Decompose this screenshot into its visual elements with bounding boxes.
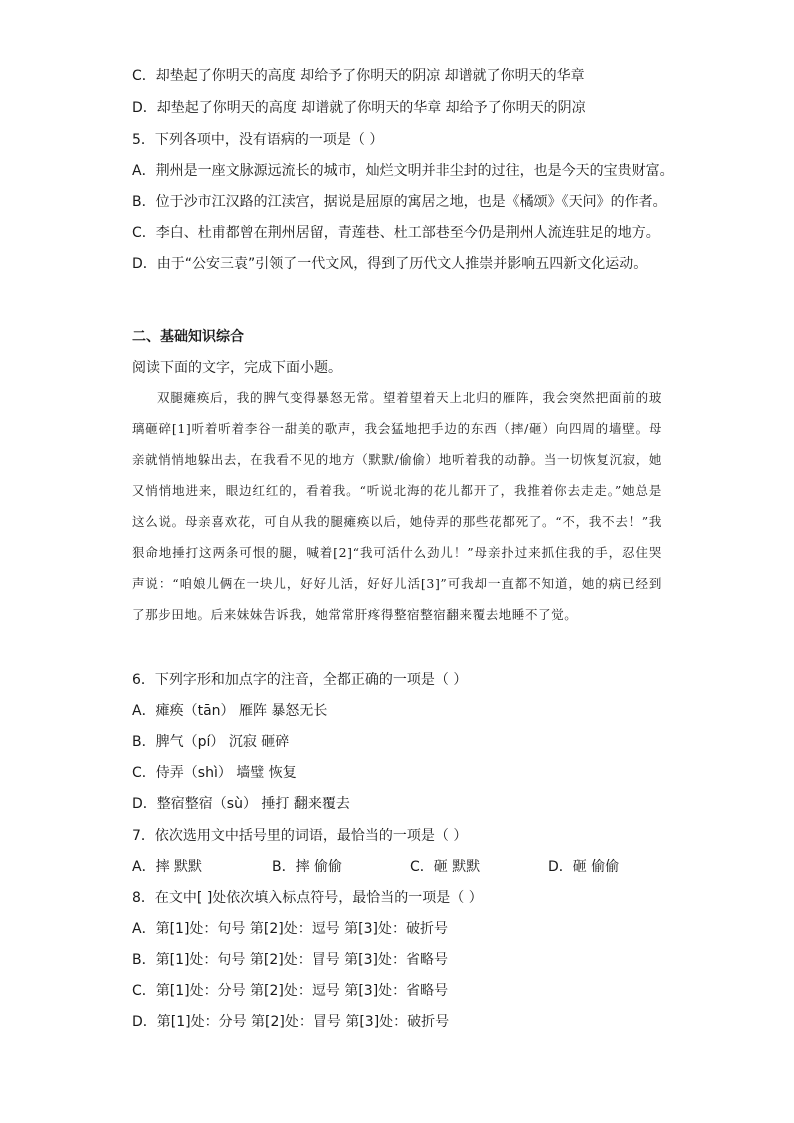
- q5-option-d: D．由于“公安三袁”引领了一代文风，得到了历代文人推崇并影响五四新文化运动。: [132, 256, 648, 272]
- q6-option-d: D．整宿整宿（sù） 捶打 翻来覆去: [132, 796, 350, 812]
- section-title: 二、基础知识综合: [132, 329, 244, 345]
- q8-option-b: B．第[1]处：句号 第[2]处：冒号 第[3]处：省略号: [132, 952, 448, 968]
- q5-option-b: B．位于沙市江汉路的江渎宫，据说是屈原的寓居之地，也是《橘颂》《天问》的作者。: [132, 194, 667, 210]
- reading-passage: [132, 382, 662, 630]
- q7-option-a: A．摔 默默: [132, 859, 203, 875]
- q7-option-d: D．砸 偷偷: [548, 859, 620, 875]
- q7-option-b: B．摔 偷偷: [272, 859, 343, 875]
- passage-text: 双腿瘫痪后，我的脾气变得暴怒无常。望着望着天上北归的雁阵，我会突然把面前的玻璃砸碎[1]听着听着李谷一甜美的歌声，我会猛地把手边的东西（摔/砸）向四周的墙壁。母亲就悄悄地躲出去，在我看不见的地方（默默/偷偷）地听着我的动静。当一切恢复沉寂，她又悄悄地进来，眼边红红的，看着我。“听说北海的花儿都开了，我推着你去走走。”她总是这么说。母亲喜欢花，可自从我的腿瘫痪以后，她侍弄的那些花都死了。“不，我不去！”我狠命地捶打这两条可恨的腿，喊着[2]“我可活什么劲儿！”母亲扑过来抓住我的手，忍住哭声说：“咱娘儿俩在一块儿，好好儿活，好好儿活[3]”可我却一直都不知道，她的病已经到了那步田地。后来妹妹告诉我，她常常肝疼得整宿整宿翻来覆去地睡不了觉。: [132, 390, 662, 622]
- q8-stem: 8．在文中[ ]处依次填入标点符号，最恰当的一项是（ ）: [132, 890, 483, 906]
- q7-stem: 7．依次选用文中括号里的词语，最恰当的一项是（ ）: [132, 828, 468, 844]
- q8-option-c: C．第[1]处：分号 第[2]处：逗号 第[3]处：省略号: [132, 983, 449, 999]
- q8-option-d: D．第[1]处：分号 第[2]处：冒号 第[3]处：破折号: [132, 1014, 450, 1030]
- section-instruction: 阅读下面的文字，完成下面小题。: [132, 360, 342, 376]
- q6-option-b: B．脾气（pí） 沉寂 砸碎: [132, 734, 290, 750]
- q6-stem: 6．下列字形和加点字的注音，全都正确的一项是（ ）: [132, 672, 468, 688]
- q4-option-d: D．却垫起了你明天的高度 却谱就了你明天的华章 却给予了你明天的阴凉: [132, 100, 586, 116]
- q7-options-row: [132, 857, 658, 877]
- q5-option-a: A．荆州是一座文脉源远流长的城市，灿烂文明并非尘封的过往，也是今天的宝贵财富。: [132, 163, 674, 179]
- q8-option-a: A．第[1]处：句号 第[2]处：逗号 第[3]处：破折号: [132, 921, 448, 937]
- q6-option-c: C．侍弄（shì） 墙璧 恢复: [132, 765, 297, 781]
- q5-option-c: C．李白、杜甫都曾在荆州居留，青莲巷、杜工部巷至今仍是荆州人流连驻足的地方。: [132, 225, 660, 241]
- q5-stem: 5．下列各项中，没有语病的一项是（ ）: [132, 132, 384, 148]
- q7-option-c: C．砸 默默: [410, 859, 481, 875]
- q6-option-a: A．瘫痪（tān） 雁阵 暴怒无长: [132, 703, 328, 719]
- q4-option-c: C．却垫起了你明天的高度 却给予了你明天的阴凉 却谱就了你明天的华章: [132, 68, 585, 84]
